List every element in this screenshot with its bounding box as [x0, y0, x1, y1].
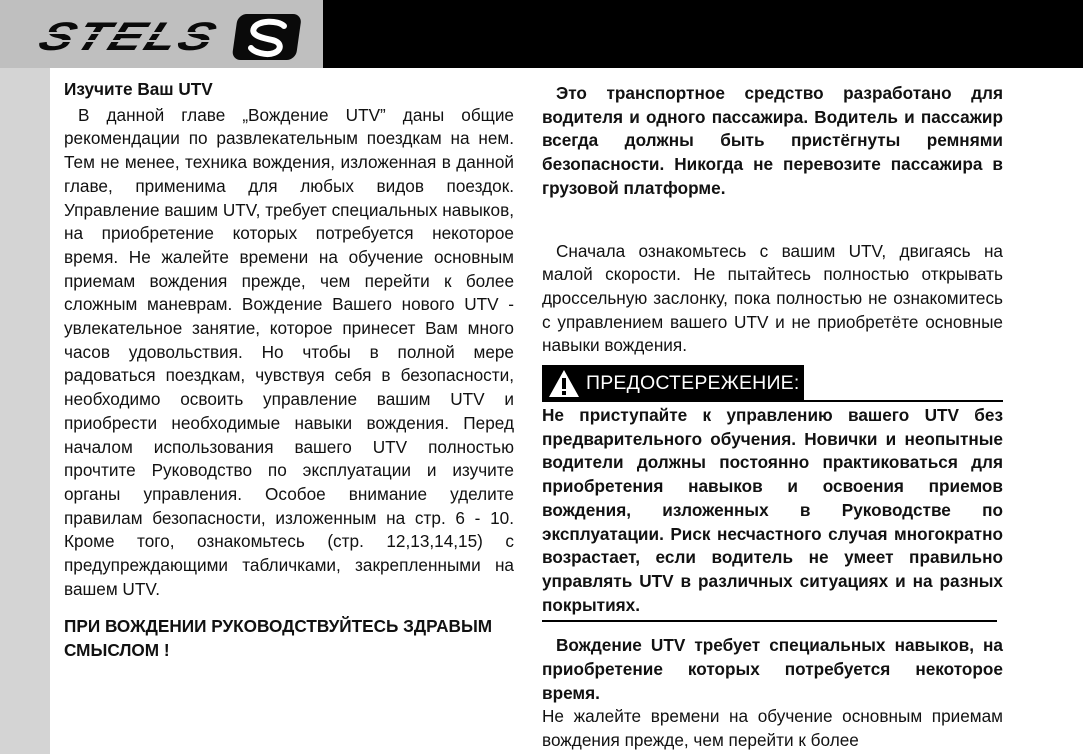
- svg-text:STELS: STELS: [32, 13, 190, 59]
- section-heading: Изучите Ваш UTV: [64, 79, 213, 99]
- warning-bar: [542, 365, 1003, 402]
- warning-rule: [804, 400, 1003, 402]
- warning-bottom-rule: [542, 620, 997, 622]
- page-header: [0, 0, 1083, 68]
- side-strip: [0, 68, 50, 754]
- warning-text: Не приступайте к управлению вашего UTV без предварительного обучения. Новички и неопытные водители должны постоянно практиковаться для приобретения навыков и освоения приемов вождения, изложенных в Руководстве по эксплуатации. Риск несчастного случая многократно возрастает, если водитель не умеет правильно управлять UTV в различных ситуациях и на разных покрытиях.: [542, 405, 1003, 615]
- warning-block: [542, 365, 1003, 622]
- intro-paragraph: В данной главе „Вождение UTV” даны общие рекомендации по развлекательным поездкам на нем. Тем не менее, техника вождения, изложенная в данной главе, применима для любых видов поездок. Управление вашим UTV, требует специальных навыков, на приобретение которых потребуется некоторое время. Не жалейте времени на обучение основным приемам вождения прежде, чем перейти к более сложным маневрам. Вождение Вашего нового UTV - увлекательное занятие, которое принесет Вам много часов удовольствия. Но чтобы в полной мере радоваться поездкам, чувствуя себя в безопасности, необходимо освоить управление вашим UTV и приобрести необходимые навыки вождения. Перед началом использования вашего UTV полностью прочтите Руководство по эксплуатации и изучите органы управления. Особое внимание уделите правилам безопасности, изложенным на стр. 6 - 10. Кроме того, ознакомьтесь (стр. 12,13,14,15) с предупреждающими табличками, закрепленными на вашем UTV.: [64, 104, 514, 599]
- common-sense-note: ПРИ ВОЖДЕНИИ РУКОВОДСТВУЙТЕСЬ ЗДРАВЫМ СМЫСЛОМ !: [64, 616, 493, 661]
- practice-paragraph: Не жалейте времени на обучение основным приемам вождения прежде, чем перейти к более: [542, 706, 1003, 751]
- warning-triangle-icon: [548, 369, 580, 398]
- stels-logo: [22, 10, 312, 62]
- warning-label: [542, 365, 804, 402]
- warning-label-text: ПРЕДОСТЕРЕЖЕНИЕ:: [586, 371, 800, 394]
- low-speed-paragraph: Сначала ознакомьтесь с вашим UTV, двигаясь на малой скорости. Не пытайтесь полностью открывать дроссельную заслонку, пока полностью не ознакомитесь с управлением вашего UTV и не приобретёте основные навыки вождения.: [542, 240, 1003, 356]
- left-column: [64, 78, 514, 663]
- passenger-paragraph: Это транспортное средство разработано для водителя и одного пассажира. Водитель и пассажир всегда должны быть пристёгнуты ремнями безопасности. Никогда не перевозите пассажира в грузовой платформе.: [542, 83, 1003, 198]
- logo-panel: [0, 0, 323, 68]
- skills-paragraph: Вождение UTV требует специальных навыков, на приобретение которых потребуется некоторое время.: [542, 635, 1003, 703]
- right-column: [542, 78, 1003, 753]
